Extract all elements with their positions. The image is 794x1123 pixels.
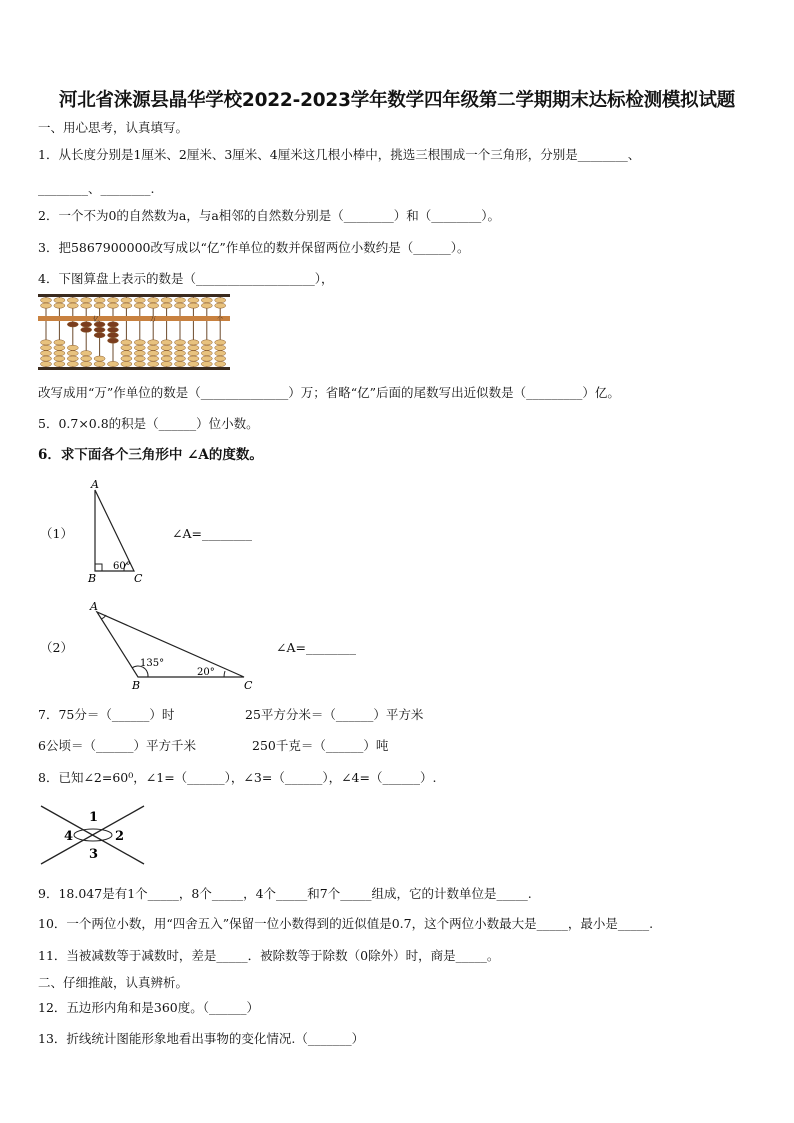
abacus-upper-bead: [81, 298, 92, 303]
abacus-lower-bead: [175, 351, 186, 356]
angle-label-4: 4: [64, 829, 74, 844]
abacus-lower-bead: [134, 345, 145, 350]
question-7-part-1: 7．75分＝（______）时: [38, 707, 175, 722]
abacus-upper-bead: [201, 298, 212, 303]
abacus-upper-bead: [134, 298, 145, 303]
abacus-lower-bead: [54, 356, 65, 361]
abacus-lower-bead: [148, 345, 159, 350]
abacus-lower-bead-active: [108, 333, 119, 338]
abacus-lower-bead: [161, 361, 172, 366]
question-1-line-2: ________、________.: [38, 181, 155, 196]
abacus-lower-bead: [41, 351, 52, 356]
abacus-lower-bead: [121, 340, 132, 345]
abacus-upper-bead: [67, 303, 78, 308]
abacus-label-wan: 万: [150, 316, 157, 323]
abacus-label-ge: 个: [217, 316, 224, 323]
abacus-lower-bead: [54, 361, 65, 366]
abacus-lower-bead: [161, 351, 172, 356]
abacus-beam: [38, 316, 230, 321]
triangle-2-vertex-b: B: [132, 679, 141, 692]
abacus-lower-bead: [134, 356, 145, 361]
triangle-2-number: （2）: [40, 640, 73, 655]
section-1-heading: 一、用心思考，认真填写。: [38, 120, 189, 135]
abacus-lower-bead: [215, 345, 226, 350]
abacus-lower-bead: [201, 351, 212, 356]
abacus-upper-bead: [188, 298, 199, 303]
abacus-upper-bead: [108, 303, 119, 308]
abacus-lower-bead: [54, 345, 65, 350]
abacus-lower-bead: [215, 356, 226, 361]
angle-label-1: 1: [89, 810, 99, 825]
abacus-upper-bead: [215, 298, 226, 303]
triangle-2-answer: ∠A=________: [276, 640, 356, 655]
question-3: 3．把5867900000改写成以“亿”作单位的数并保留两位小数约是（______）。: [38, 240, 470, 255]
abacus-lower-bead: [41, 356, 52, 361]
abacus-figure: [38, 294, 232, 372]
abacus-upper-bead: [121, 303, 132, 308]
triangle-2-figure: [84, 598, 260, 694]
triangle-1-shape: [95, 490, 134, 571]
question-2: 2．一个不为0的自然数为a，与a相邻的自然数分别是（________）和（________）。: [38, 208, 501, 223]
question-8: 8．已知∠2=60⁰，∠1=（______），∠3=（______），∠4=（______）.: [38, 770, 437, 785]
question-13: 13．折线统计图能形象地看出事物的变化情况.（_______）: [38, 1031, 365, 1046]
abacus-lower-bead: [121, 356, 132, 361]
abacus-upper-bead: [94, 303, 105, 308]
question-5: 5．0.7×0.8的积是（______）位小数。: [38, 416, 259, 431]
abacus-lower-bead: [94, 361, 105, 366]
triangle-1-number: （1）: [40, 526, 73, 541]
abacus-lower-bead: [148, 340, 159, 345]
abacus-lower-bead: [121, 361, 132, 366]
abacus-lower-bead: [134, 340, 145, 345]
abacus-lower-bead: [175, 356, 186, 361]
abacus-upper-bead: [161, 298, 172, 303]
abacus-upper-bead: [175, 298, 186, 303]
triangle-1-vertex-c: C: [134, 572, 143, 585]
question-4-part-2: 改写成用“万”作单位的数是（______________）万；省略“亿”后面的尾数写出近似数是（_________）亿。: [38, 385, 620, 400]
abacus-upper-bead: [215, 303, 226, 308]
abacus-lower-bead: [41, 361, 52, 366]
abacus-upper-bead: [94, 298, 105, 303]
abacus-lower-bead: [215, 361, 226, 366]
question-7-part-2: 25平方分米＝（______）平方米: [245, 707, 424, 722]
question-11: 11．当被减数等于减数时，差是_____．被除数等于除数（0除外）时，商是_____。: [38, 948, 500, 963]
triangle-2-vertex-a: A: [90, 600, 98, 613]
triangle-2-angle-a-arc: [101, 615, 106, 619]
abacus-lower-bead: [201, 345, 212, 350]
abacus-label-yi: 亿: [93, 316, 100, 323]
abacus-lower-bead: [108, 361, 119, 366]
abacus-lower-bead: [201, 361, 212, 366]
abacus-bottom-bar: [38, 367, 230, 370]
abacus-lower-bead-active: [94, 333, 105, 338]
question-12: 12．五边形内角和是360度。（______）: [38, 1000, 260, 1015]
abacus-lower-bead: [54, 340, 65, 345]
abacus-upper-bead: [81, 303, 92, 308]
question-6: 6．求下面各个三角形中 ∠A的度数。: [38, 447, 263, 463]
intersecting-lines-figure: [38, 804, 148, 866]
abacus-lower-bead: [201, 340, 212, 345]
abacus-lower-bead: [215, 351, 226, 356]
abacus-lower-bead: [81, 361, 92, 366]
abacus-lower-bead: [175, 340, 186, 345]
abacus-lower-bead: [148, 356, 159, 361]
abacus-upper-bead: [54, 303, 65, 308]
abacus-upper-bead: [201, 303, 212, 308]
abacus-lower-bead: [134, 351, 145, 356]
abacus-lower-bead: [188, 361, 199, 366]
triangle-2-angle-c-arc: [224, 671, 225, 677]
angle-label-3: 3: [89, 847, 99, 862]
abacus-lower-bead: [188, 356, 199, 361]
triangle-1-answer: ∠A=________: [172, 526, 252, 541]
triangle-1-right-angle-mark: [95, 564, 102, 571]
question-4: 4．下图算盘上表示的数是（___________________），: [38, 271, 334, 286]
abacus-lower-bead: [41, 345, 52, 350]
abacus-lower-bead: [161, 345, 172, 350]
triangle-2-angle-c-value: 20°: [197, 667, 215, 678]
triangle-1-figure: [84, 476, 154, 586]
angle-label-2: 2: [115, 829, 125, 844]
abacus-lower-bead-active: [108, 327, 119, 332]
abacus-lower-bead: [148, 361, 159, 366]
abacus-lower-bead: [134, 361, 145, 366]
abacus-lower-bead: [67, 345, 78, 350]
triangle-1-vertex-a: A: [91, 478, 99, 491]
triangle-1-vertex-b: B: [88, 572, 97, 585]
abacus-lower-bead: [67, 361, 78, 366]
question-10: 10．一个两位小数，用“四舍五入”保留一位小数得到的近似值是0.7，这个两位小数最大是_____，最小是_____.: [38, 916, 654, 931]
question-7-part-3: 6公顷＝（______）平方千米: [38, 738, 196, 753]
abacus-rods: [41, 297, 226, 367]
abacus-lower-bead-active: [108, 338, 119, 343]
triangle-1-angle-value: 60°: [113, 561, 131, 572]
abacus-lower-bead: [67, 351, 78, 356]
abacus-upper-bead: [108, 298, 119, 303]
abacus-lower-bead: [215, 340, 226, 345]
abacus-upper-bead: [175, 303, 186, 308]
abacus-upper-bead: [41, 303, 52, 308]
abacus-upper-bead: [41, 298, 52, 303]
abacus-upper-bead: [148, 303, 159, 308]
question-7-part-4: 250千克＝（______）吨: [252, 738, 389, 753]
question-1-line-1: 1．从长度分别是1厘米、2厘米、3厘米、4厘米这几根小棒中，挑选三根围成一个三角形，分别是________、: [38, 147, 641, 162]
abacus-lower-bead: [188, 351, 199, 356]
abacus-lower-bead: [81, 351, 92, 356]
abacus-lower-bead: [175, 345, 186, 350]
abacus-lower-bead: [188, 340, 199, 345]
abacus-lower-bead-active: [108, 322, 119, 327]
abacus-lower-bead: [175, 361, 186, 366]
abacus-lower-bead-active: [81, 327, 92, 332]
abacus-lower-bead: [94, 356, 105, 361]
abacus-upper-bead: [161, 303, 172, 308]
abacus-lower-bead: [161, 340, 172, 345]
abacus-lower-bead: [121, 351, 132, 356]
abacus-lower-bead: [148, 351, 159, 356]
abacus-upper-bead: [67, 298, 78, 303]
abacus-top-bar: [38, 294, 230, 297]
abacus-lower-bead: [188, 345, 199, 350]
abacus-upper-bead: [121, 298, 132, 303]
triangle-2-angle-b-value: 135°: [140, 658, 165, 669]
abacus-lower-bead: [41, 340, 52, 345]
abacus-upper-bead: [54, 298, 65, 303]
abacus-upper-bead: [148, 298, 159, 303]
page-title: 河北省涞源县晶华学校2022-2023学年数学四年级第二学期期末达标检测模拟试题: [58, 90, 736, 111]
abacus-upper-bead: [134, 303, 145, 308]
abacus-lower-bead: [161, 356, 172, 361]
abacus-upper-bead: [188, 303, 199, 308]
abacus-lower-bead: [67, 356, 78, 361]
abacus-lower-bead: [54, 351, 65, 356]
triangle-2-vertex-c: C: [244, 679, 253, 692]
abacus-lower-bead: [121, 345, 132, 350]
section-2-heading: 二、仔细推敲，认真辨析。: [38, 975, 189, 990]
abacus-lower-bead-active: [67, 322, 78, 327]
abacus-lower-bead-active: [81, 322, 92, 327]
abacus-lower-bead: [201, 356, 212, 361]
abacus-lower-bead-active: [94, 327, 105, 332]
question-9: 9．18.047是有1个_____，8个_____，4个_____和7个_____组成，它的计数单位是_____.: [38, 886, 532, 901]
triangle-2-shape: [97, 612, 244, 677]
abacus-lower-bead: [81, 356, 92, 361]
